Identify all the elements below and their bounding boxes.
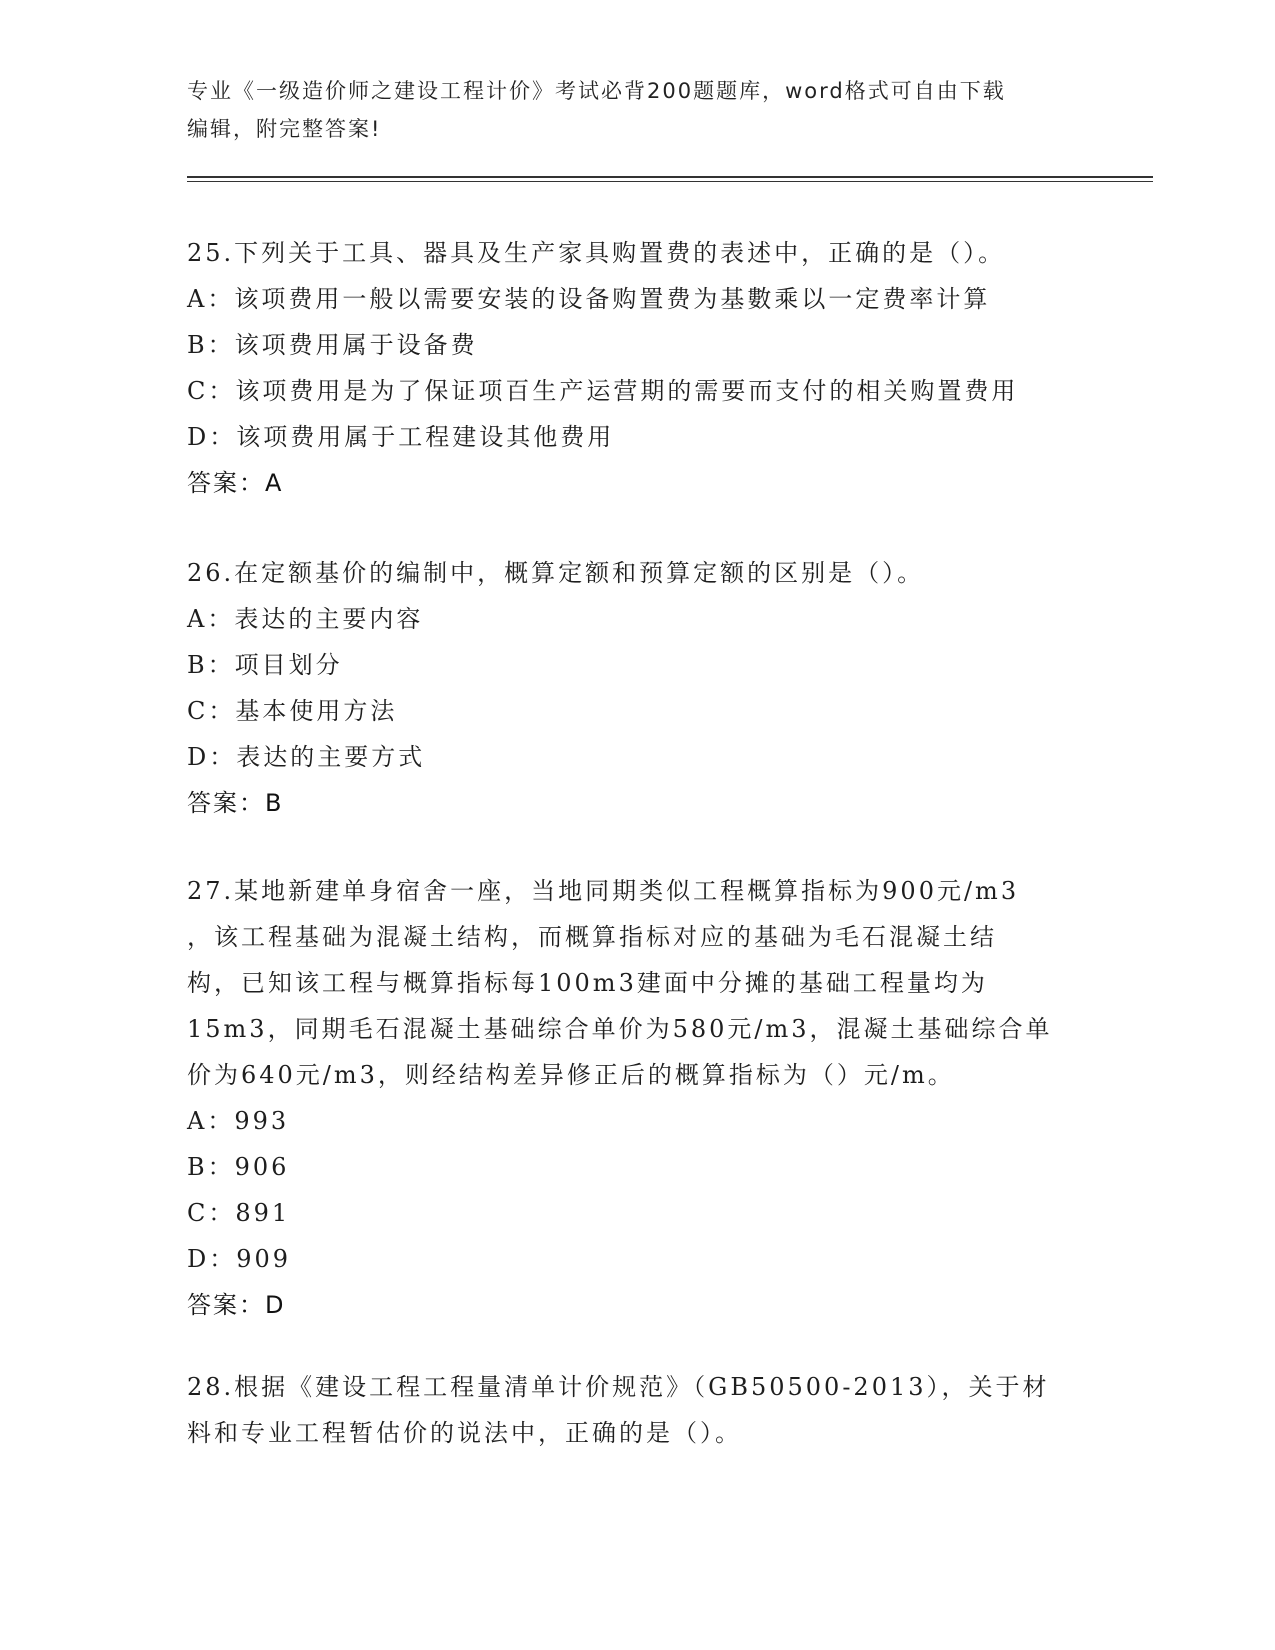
question-stem-line: 构，已知该工程与概算指标每100m3建面中分摊的基础工程量均为 — [187, 969, 988, 997]
question-stem-line: ，该工程基础为混凝土结构，而概算指标对应的基础为毛石混凝土结 — [187, 923, 997, 951]
answer: 答案：A — [187, 469, 284, 497]
option-c: C：891 — [187, 1199, 291, 1227]
question-28 — [187, 1364, 1077, 1456]
option-d: D：909 — [187, 1245, 292, 1273]
option-d: D：表达的主要方式 — [187, 743, 426, 771]
question-stem-line: 28.根据《建设工程工程量清单计价规范》（GB50500-2013），关于材 — [187, 1373, 1050, 1401]
header-divider-bottom — [187, 181, 1153, 182]
option-b: B：906 — [187, 1153, 290, 1181]
option-a: A：993 — [187, 1107, 290, 1135]
document-header — [187, 72, 1077, 148]
header-line-1: 专业《一级造价师之建设工程计价》考试必背200题题库，word格式可自由下载 — [187, 79, 1006, 103]
question-stem-line: 27.某地新建单身宿舍一座，当地同期类似工程概算指标为900元/m3 — [187, 877, 1020, 905]
option-c: C：该项费用是为了保证项百生产运营期的需要而支付的相关购置费用 — [187, 377, 1019, 405]
question-stem: 25.下列关于工具、器具及生产家具购置费的表述中，正确的是（）。 — [187, 239, 1006, 267]
header-line-2: 编辑，附完整答案! — [187, 117, 382, 141]
question-stem: 26.在定额基价的编制中，概算定额和预算定额的区别是（）。 — [187, 559, 925, 587]
option-d: D：该项费用属于工程建设其他费用 — [187, 423, 615, 451]
option-a: A：表达的主要内容 — [187, 605, 424, 633]
question-stem-line: 15m3，同期毛石混凝土基础综合单价为580元/m3，混凝土基础综合单 — [187, 1015, 1053, 1043]
question-26 — [187, 550, 1077, 826]
answer: 答案：B — [187, 789, 284, 817]
option-b: B：该项费用属于设备费 — [187, 331, 478, 359]
option-b: B：项目划分 — [187, 651, 343, 679]
question-27 — [187, 868, 1077, 1328]
answer: 答案：D — [187, 1291, 286, 1319]
question-25 — [187, 230, 1077, 506]
option-a: A：该项费用一般以需要安装的设备购置费为基數乘以一定费率计算 — [187, 285, 991, 313]
option-c: C：基本使用方法 — [187, 697, 398, 725]
question-stem-line: 料和专业工程暂估价的说法中，正确的是（）。 — [187, 1419, 742, 1447]
header-divider-top — [187, 176, 1153, 178]
question-stem-line: 价为640元/m3，则经结构差异修正后的概算指标为（）元/m。 — [187, 1061, 955, 1089]
